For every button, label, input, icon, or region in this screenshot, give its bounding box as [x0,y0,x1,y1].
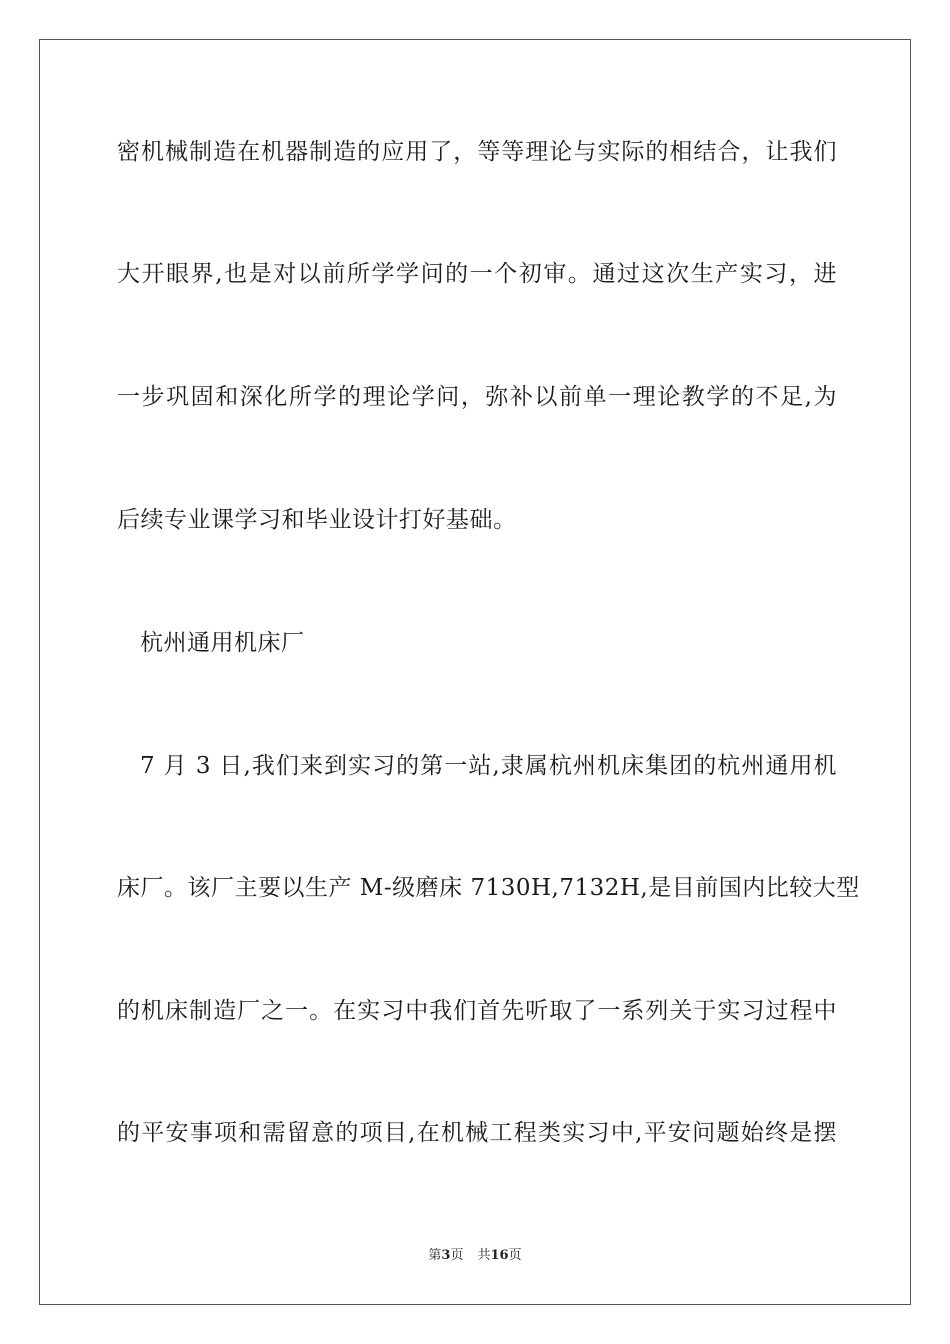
page-border [39,39,911,1305]
footer-page-prefix: 第 [428,1248,442,1263]
footer-total-pages: 16 [490,1248,509,1263]
footer-page-suffix: 页 [450,1248,464,1263]
page-footer [0,1247,950,1265]
body-line-8: 的机床制造厂之一。在实习中我们首先听取了一系列关于实习过程中 [117,998,837,1024]
body-line-9: 的平安事项和需留意的项目,在机械工程类实习中,平安问题始终是摆 [117,1120,837,1146]
footer-total-suffix: 页 [508,1248,522,1263]
body-line-4: 后续专业课学习和毕业设计打好基础。 [117,507,517,533]
body-line-6: 7 月 3 日,我们来到实习的第一站,隶属杭州机床集团的杭州通用机 [140,753,837,779]
footer-page-number: 3 [441,1248,451,1263]
footer-total-prefix: 共 [477,1248,491,1263]
body-line-2: 大开眼界,也是对以前所学学问的一个初审。通过这次生产实习，进 [117,261,837,287]
body-line-1: 密机械制造在机器制造的应用了，等等理论与实际的相结合，让我们 [117,139,837,165]
body-line-7: 床厂。该厂主要以生产 M-级磨床 7130H,7132H,是目前国内比较大型 [117,875,860,901]
body-line-3: 一步巩固和深化所学的理论学问，弥补以前单一理论教学的不足,为 [117,384,837,410]
section-heading: 杭州通用机床厂 [140,630,305,656]
